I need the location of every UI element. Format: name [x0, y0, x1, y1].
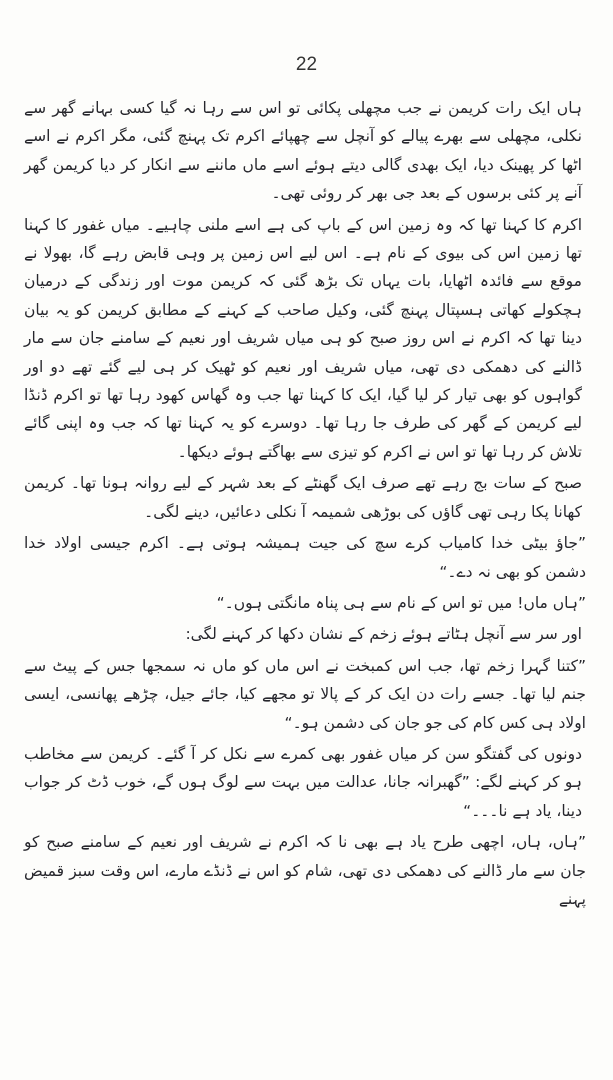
dialogue-paragraph: ”کتنا گہرا زخم تھا، جب اس کمبخت نے اس ماں کو ماں نہ سمجھا جس کے پیٹ سے جنم لیا تھا۔ جسے رات دن ایک کر کے پالا تو مجھے کیا، جائے جیل، چڑھے پھانسی، ایسی اولاد ہی کس کام کی جو جان کی دشمن ہو۔“ — [24, 656, 586, 732]
paragraph: دونوں کی گفتگو سن کر میاں غفور بھی کمرے سے نکل کر آ گئے۔ کریمن سے مخاطب ہو کر کہنے لگے: ”گھبرانہ جانا، عدالت میں بہت سے لوگ ہوں گے، خوب ڈٹ کر جواب دینا، یاد ہے نا۔۔۔“ — [24, 744, 582, 820]
page-number: 22 — [295, 54, 318, 75]
paragraph: اکرم کا کہنا تھا کہ وہ زمین اس کے باپ کی ہے اسے ملنی چاہیے۔ میاں غفور کا کہنا تھا زمین اس کی بیوی کے نام ہے۔ اس لیے اس زمین پر وہی قابض رہے گا، بھولا نے موقع سے فائدہ اٹھایا، بات یہاں تک بڑھ گئی کہ کریمن موت اور زندگی کے درمیان ہچکولے کھاتی ہسپتال پہنچ گئی، وکیل صاحب کے کہنے کے مطابق کریمن کو یہ بیان دینا تھا کہ اکرم نے اس روز صبح کو ہی میاں شریف اور نعیم کے سامنے جان سے مار ڈالنے کی دھمکی دی تھی، میاں شریف اور نعیم کو ٹھیک کر ہی لیے گئے تھے دو اور گواہوں کو بھی تیار کر لیا گیا، ایک کا کہنا تھا جب وہ گھاس کھود رہا تھا تو اکرم ڈنڈا لیے کریمن کے گھر کی طرف جا رہا تھا۔ دوسرے کو یہ کہنا تھا کہ جب وہ اپنی گائے تلاش کر رہا تھا تو اس نے اکرم کو تیزی سے بھاگتے ہوئے دیکھا۔ — [24, 215, 582, 461]
dialogue-paragraph: ”ہاں ماں! میں تو اس کے نام سے ہی پناہ مانگتی ہوں۔“ — [216, 593, 586, 612]
page-text-body — [24, 94, 590, 916]
paragraph: اور سر سے آنچل ہٹاتے ہوئے زخم کے نشان دکھا کر کہنے لگی: — [185, 625, 582, 644]
paragraph: صبح کے سات بج رہے تھے صرف ایک گھنٹے کے بعد شہر کے لیے روانہ ہونا تھا۔ کریمن کھانا پکا رہی تھی گاؤں کی بوڑھی شمیمہ آ نکلی دعائیں، دینے لگی۔ — [24, 474, 582, 521]
dialogue-paragraph: ”ہاں، ہاں، اچھی طرح یاد ہے بھی نا کہ اکرم نے شریف اور نعیم کے سامنے صبح کو جان سے مار ڈالنے کی دھمکی دی تھی، شام کو اس نے ڈنڈے مارے، اس وقت سبز قمیض پہنے — [24, 833, 586, 908]
dialogue-paragraph: ”جاؤ بیٹی خدا کامیاب کرے سچ کی جیت ہمیشہ ہوتی ہے۔ اکرم جیسی اولاد خدا دشمن کو بھی نہ دے۔“ — [24, 534, 586, 581]
paragraph: ہاں ایک رات کریمن نے جب مچھلی پکائی تو اس سے رہا نہ گیا کسی بہانے گھر سے نکلی، مچھلی سے بھرے پیالے کو آنچل سے چھپائے اکرم تک پہنچ گئی، مگر اکرم نے اسے اٹھا کر پھینک دیا، ایک بھدی گالی دیتے ہوئے اسے ماں ماننے سے انکار کر دیا کریمن گھر آنے پر کئی برسوں کے بعد جی بھر کر روئی تھی۔ — [24, 99, 582, 203]
